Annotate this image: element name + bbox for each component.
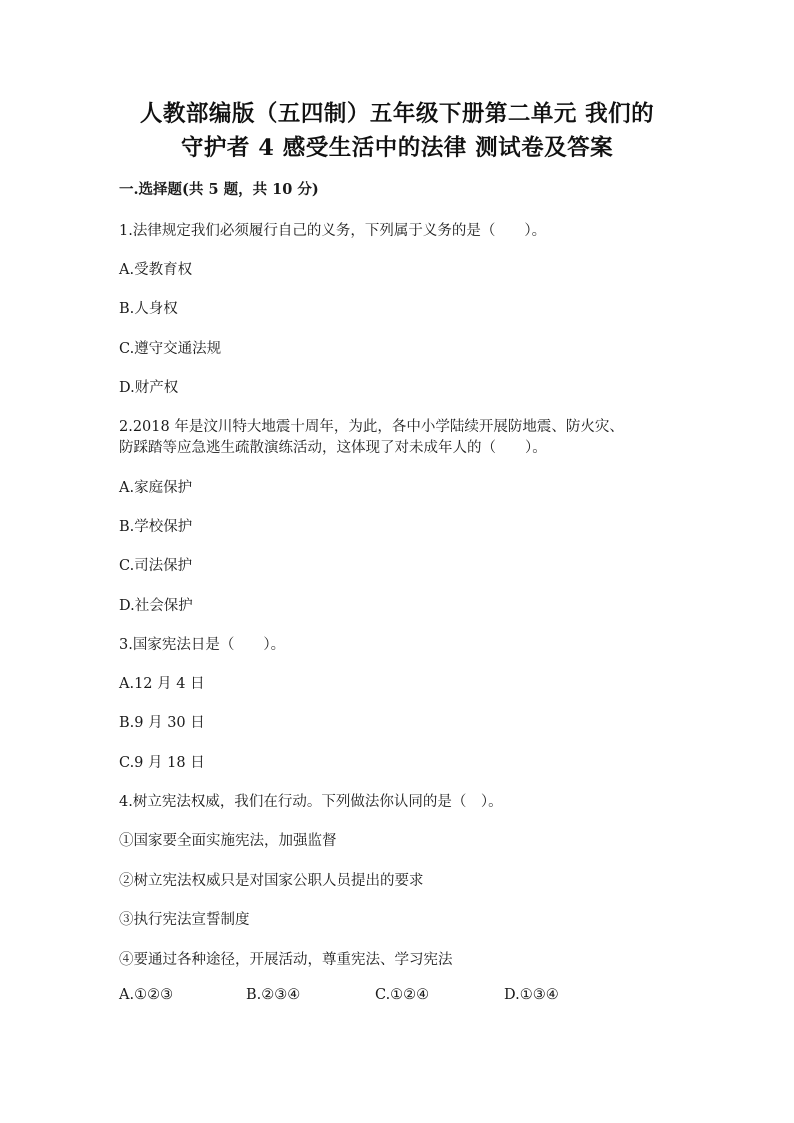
document-title-line-2: 守护者 4 感受生活中的法律 测试卷及答案 [180, 135, 614, 161]
question-2-option-b: B.学校保护 [119, 519, 193, 535]
question-3-option-c: C.9 月 18 日 [119, 755, 205, 771]
question-4-stem: 4.树立宪法权威，我们在行动。下列做法你认同的是（ ）。 [119, 794, 503, 810]
section-heading: 一.选择题(共 5 题，共 10 分) [119, 181, 319, 198]
question-3-stem: 3.国家宪法日是（ ）。 [119, 637, 286, 653]
question-1-option-d: D.财产权 [119, 380, 179, 396]
question-4-option-c: C.①②④ [375, 987, 430, 1003]
question-4-statement-4: ④要通过各种途径，开展活动，尊重宪法、学习宪法 [119, 952, 453, 968]
question-2-stem-line-1: 2.2018 年是汶川特大地震十周年，为此，各中小学陆续开展防地震、防火灾、 [119, 419, 624, 435]
question-1-option-a: A.受教育权 [119, 262, 193, 278]
question-2-option-d: D.社会保护 [119, 598, 193, 614]
question-2-stem-line-2: 防踩踏等应急逃生疏散演练活动，这体现了对未成年人的（ ）。 [119, 440, 547, 456]
question-1-stem: 1.法律规定我们必须履行自己的义务，下列属于义务的是（ ）。 [119, 223, 547, 239]
question-2-option-c: C.司法保护 [119, 558, 193, 574]
question-4-option-a: A.①②③ [119, 987, 174, 1003]
question-1-option-c: C.遵守交通法规 [119, 341, 222, 357]
question-3-option-a: A.12 月 4 日 [119, 676, 205, 692]
question-3-option-b: B.9 月 30 日 [119, 715, 205, 731]
question-2-option-a: A.家庭保护 [119, 480, 193, 496]
question-4-options [119, 987, 679, 1009]
question-4-option-b: B.②③④ [246, 987, 301, 1003]
question-1-option-b: B.人身权 [119, 301, 178, 317]
document-title-line-1: 人教部编版（五四制）五年级下册第二单元 我们的 [139, 101, 655, 127]
question-4-statement-3: ③执行宪法宣誓制度 [119, 912, 250, 928]
question-4-option-d: D.①③④ [504, 987, 559, 1003]
question-4-statement-2: ②树立宪法权威只是对国家公职人员提出的要求 [119, 873, 424, 889]
question-4-statement-1: ①国家要全面实施宪法，加强监督 [119, 833, 337, 849]
